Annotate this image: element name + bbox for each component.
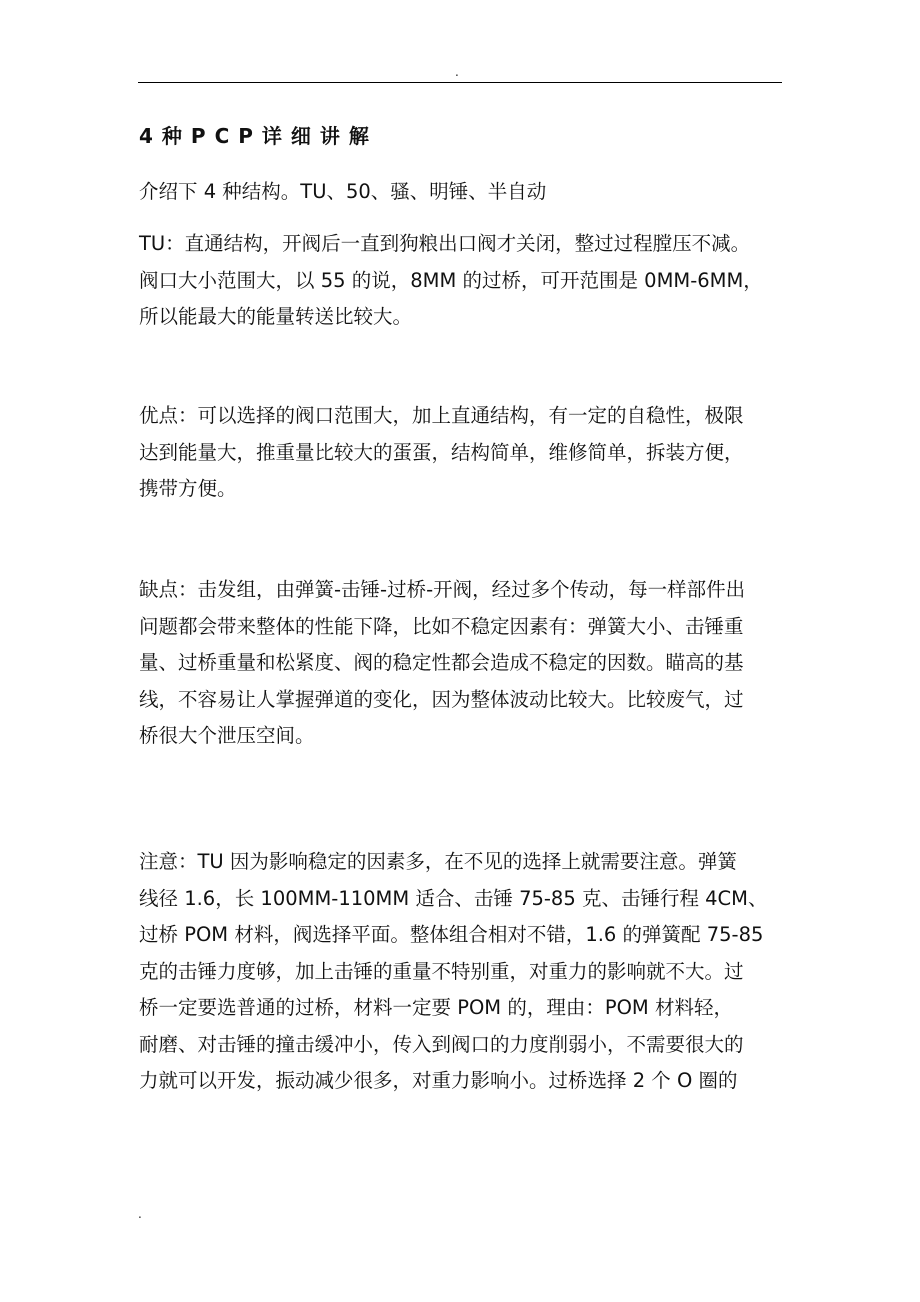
paragraph-line: 优点：可以选择的阀口范围大，加上直通结构，有一定的自稳性，极限 xyxy=(139,404,744,427)
paragraph-line: 缺点：击发组，由弹簧-击锤-过桥-开阀，经过多个传动，每一样部件出 xyxy=(139,578,746,601)
paragraph-line: 过桥 POM 材料，阀选择平面。整体组合相对不错，1.6 的弹簧配 75-85 xyxy=(139,923,764,946)
paragraph-line: 力就可以开发，振动减少很多，对重力影响小。过桥选择 2 个 O 圈的 xyxy=(139,1069,738,1092)
paragraph-line: 耐磨、对击锤的撞击缓冲小，传入到阀口的力度削弱小，不需要很大的 xyxy=(139,1032,744,1056)
paragraph-line: 桥一定要选普通的过桥，材料一定要 POM 的，理由：POM 材料轻， xyxy=(139,996,733,1019)
paragraph-line: 量、过桥重量和松紧度、阀的稳定性都会造成不稳定的因数。瞄高的基 xyxy=(139,651,744,674)
paragraph-line: 线径 1.6，长 100MM-110MM 适合、击锤 75-85 克、击锤行程 4CM、 xyxy=(139,886,768,910)
paragraph-line: 桥很大个泄压空间。 xyxy=(139,724,315,747)
paragraph-line: 阀口大小范围大，以 55 的说，8MM 的过桥，可开范围是 0MM-6MM， xyxy=(139,268,763,292)
paragraph-line: 达到能量大，推重量比较大的蛋蛋，结构简单，维修简单，拆装方便， xyxy=(139,440,744,464)
paragraph-line: 克的击锤力度够，加上击锤的重量不特别重，对重力的影响就不大。过 xyxy=(139,959,744,983)
notes-paragraph xyxy=(139,844,799,1100)
paragraph-line: 注意：TU 因为影响稳定的因素多，在不见的选择上就需要注意。弹簧 xyxy=(139,850,737,873)
paragraph-line: 介绍下 4 种结构。TU、50、骚、明锤、半自动 xyxy=(139,180,547,203)
page-footer-dot: . xyxy=(138,1207,142,1221)
disadvantages-paragraph xyxy=(139,572,799,755)
advantages-paragraph xyxy=(139,398,799,508)
tu-description-paragraph xyxy=(139,226,799,336)
paragraph-line: 携带方便。 xyxy=(139,477,237,500)
paragraph-line: 问题都会带来整体的性能下降，比如不稳定因素有：弹簧大小、击锤重 xyxy=(139,614,744,638)
paragraph-line: 线，不容易让人掌握弹道的变化，因为整体波动比较大。比较废气，过 xyxy=(139,687,744,711)
paragraph-line: 所以能最大的能量转送比较大。 xyxy=(139,305,413,328)
document-title: 4种PCP详细讲解 xyxy=(139,124,378,148)
header-divider xyxy=(138,82,782,83)
intro-paragraph xyxy=(139,174,799,211)
page-header-dot: . xyxy=(455,65,459,79)
paragraph-line: TU：直通结构，开阀后一直到狗粮出口阀才关闭，整过过程膛压不减。 xyxy=(139,232,751,255)
